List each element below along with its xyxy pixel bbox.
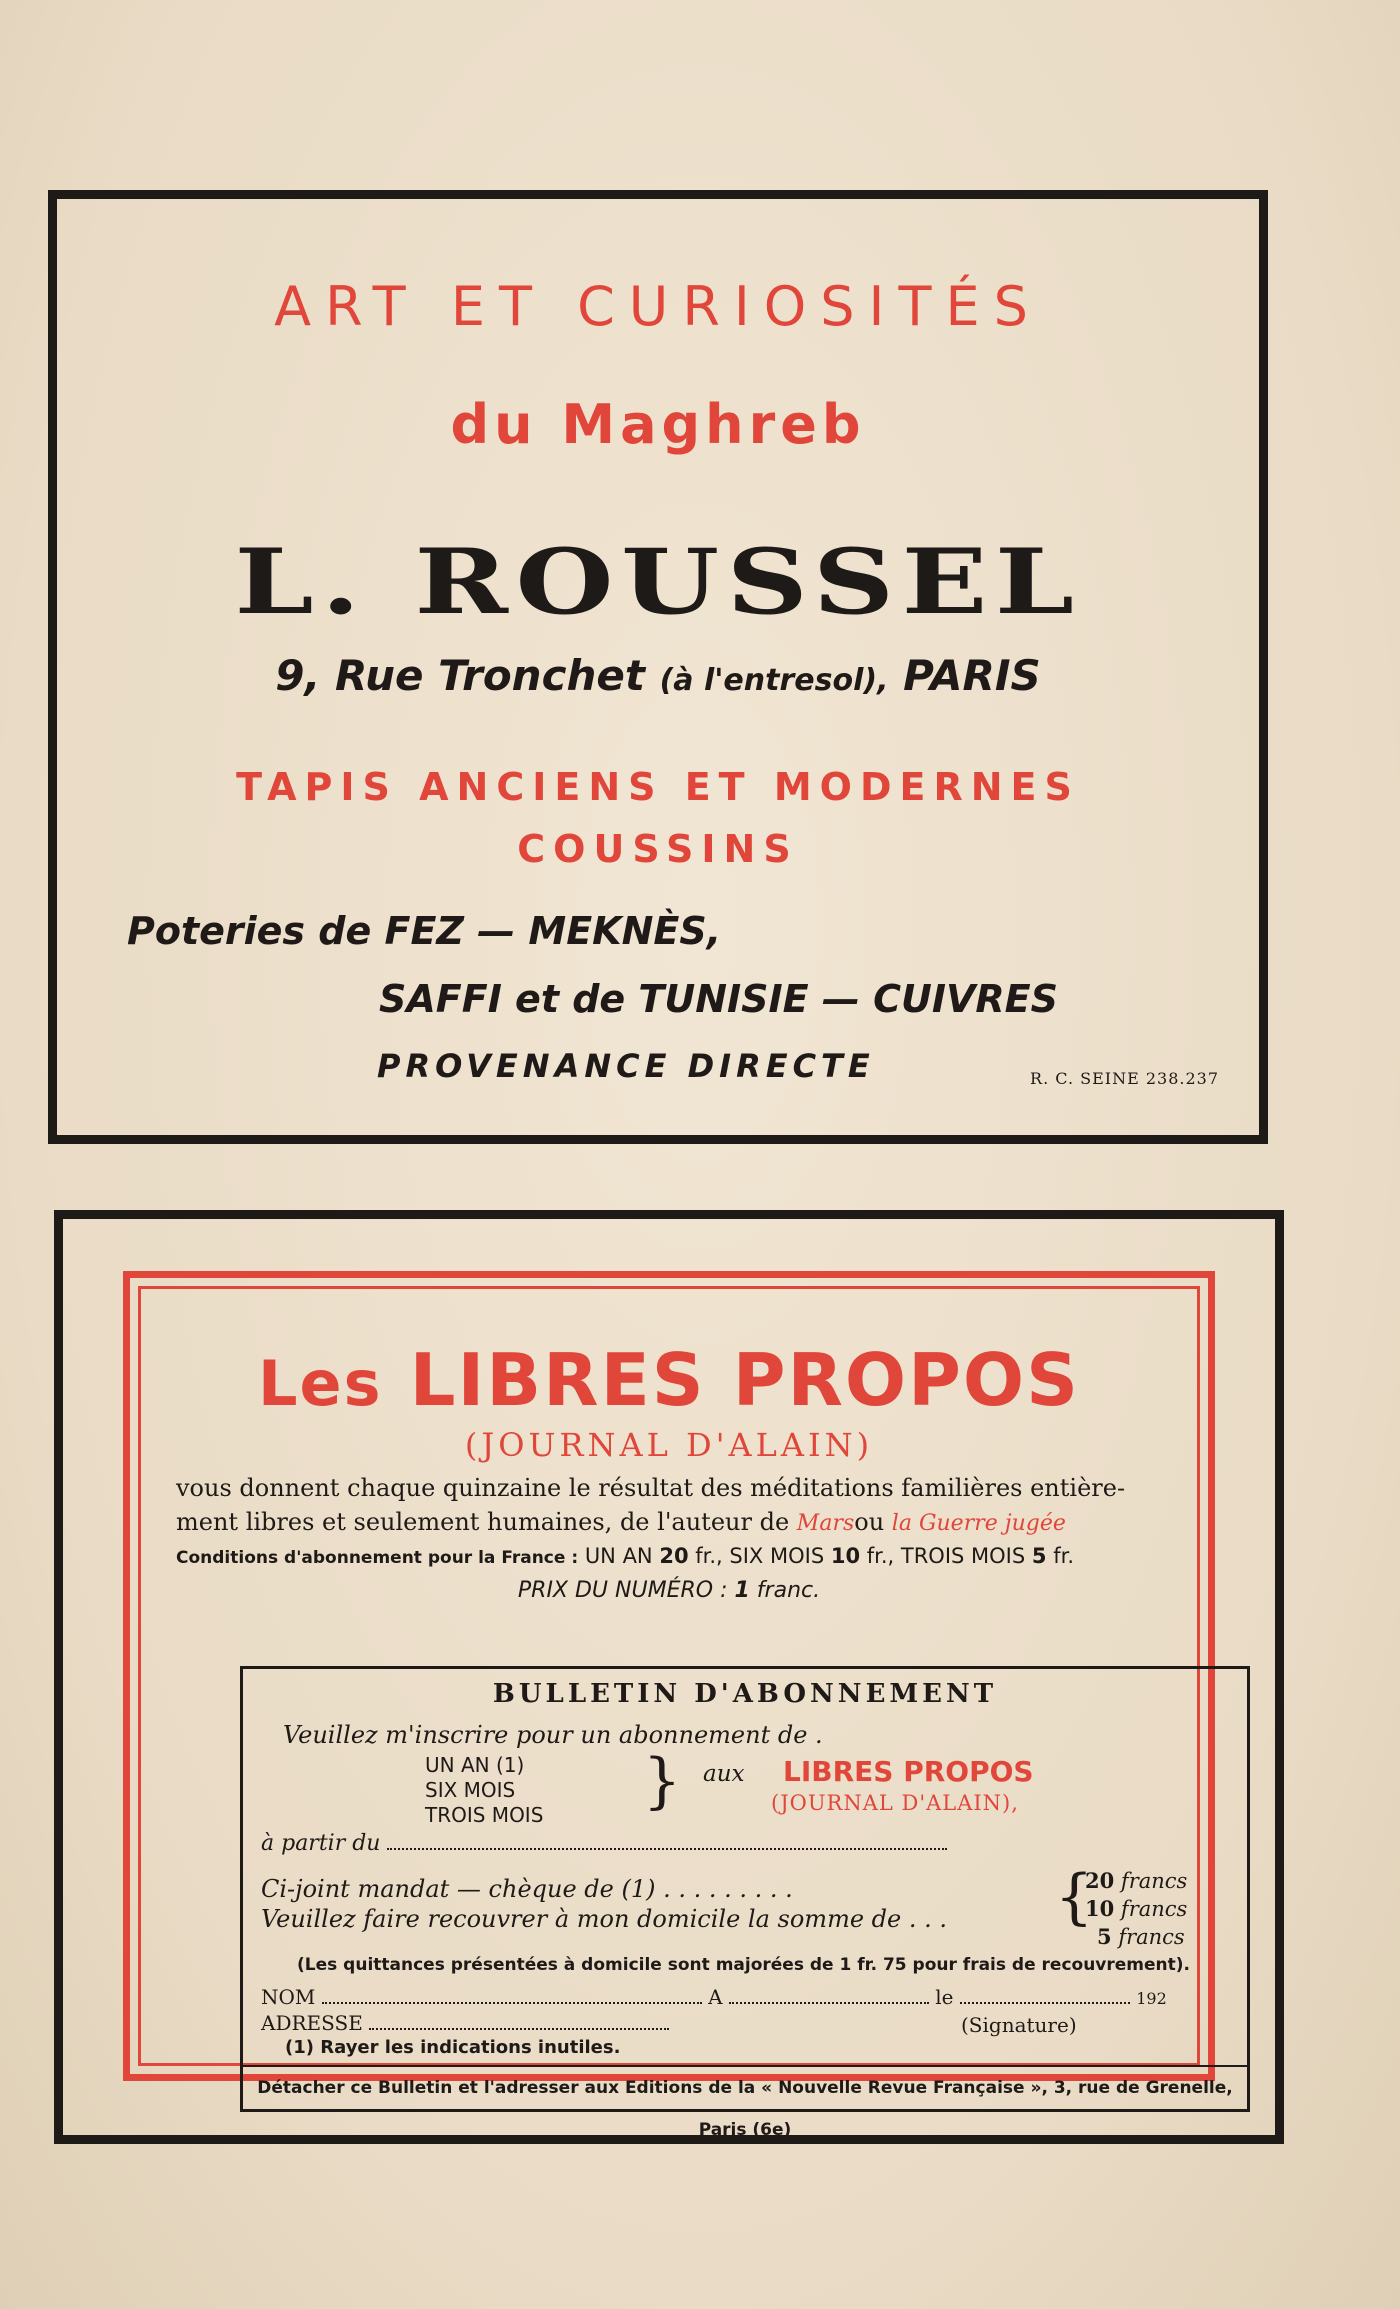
- prix-unit: franc.: [756, 1578, 821, 1603]
- price-brace-icon: {: [1055, 1862, 1094, 1932]
- price-5[interactable]: [1085, 1923, 1187, 1951]
- journal-subtitle: (JOURNAL D'ALAIN): [464, 1426, 874, 1464]
- signature-label: (Signature): [961, 2013, 1077, 2037]
- art-curiosites-heading: ART ET CURIOSITÉS: [274, 275, 1042, 338]
- start-date-label: à partir du: [261, 1831, 381, 1856]
- cond-an: UN AN: [584, 1544, 653, 1568]
- poteries-line: Poteries de FEZ — MEKNÈS,: [127, 909, 722, 953]
- issue-price: [130, 1578, 1208, 1603]
- desc-ou: ou: [854, 1508, 885, 1536]
- prix-label: PRIX DU NUMÉRO :: [517, 1578, 728, 1603]
- mandat-line: Ci-joint mandat — chèque de (1) . . . . . . . . .: [261, 1875, 793, 1903]
- duration-options: [425, 1753, 543, 1828]
- desc-mars: Mars: [796, 1511, 855, 1536]
- desc-text: ment libres et seulement humaines, de l'auteur de: [176, 1508, 790, 1536]
- bulletin-aux: aux: [703, 1761, 745, 1787]
- prix-value: 1: [734, 1578, 750, 1603]
- description-line-1: vous donnent chaque quinzaine le résultat des méditations familières entière-: [176, 1474, 1126, 1502]
- description-line-2: [176, 1508, 1168, 1536]
- rayer-note: (1) Rayer les indications inutiles.: [285, 2037, 621, 2058]
- a-field[interactable]: [729, 2002, 929, 2004]
- cond-trois-price: 5: [1031, 1544, 1047, 1568]
- nom-label: NOM: [261, 1985, 316, 2009]
- price-10-value: 10: [1085, 1896, 1115, 1921]
- option-un-an[interactable]: UN AN (1): [425, 1753, 525, 1777]
- cond-six-price: 10: [830, 1544, 861, 1568]
- cond-fr: fr.: [1053, 1544, 1074, 1568]
- title-main: LIBRES PROPOS: [409, 1338, 1080, 1422]
- start-date-row: [261, 1831, 947, 1856]
- bulletin-journal: (JOURNAL D'ALAIN),: [771, 1791, 1019, 1815]
- saffi-line: SAFFI et de TUNISIE — CUIVRES: [379, 977, 1058, 1021]
- address-entresol: (à l'entresol),: [659, 663, 889, 698]
- maghreb-heading: du Maghreb: [450, 393, 866, 456]
- price-20-value: 20: [1085, 1868, 1115, 1893]
- price-options: [1085, 1867, 1187, 1951]
- price-10[interactable]: [1085, 1895, 1187, 1923]
- provenance-line: PROVENANCE DIRECTE: [377, 1047, 875, 1085]
- cond-trois: fr., TROIS MOIS: [866, 1544, 1026, 1568]
- subscription-bulletin: [240, 1666, 1250, 2140]
- price-20-unit: francs: [1120, 1869, 1188, 1893]
- title-les: Les: [258, 1347, 383, 1420]
- adresse-label: ADRESSE: [261, 2011, 363, 2035]
- adresse-row: [261, 2011, 669, 2035]
- option-trois-mois[interactable]: TROIS MOIS: [425, 1803, 544, 1827]
- year-label: 192: [1136, 1989, 1167, 2008]
- adresse-field[interactable]: [369, 2028, 669, 2030]
- date-field[interactable]: [960, 2002, 1130, 2004]
- tapis-line: TAPIS ANCIENS ET MODERNES: [236, 765, 1080, 809]
- nom-field[interactable]: [322, 2002, 702, 2004]
- desc-guerre: la Guerre jugée: [891, 1511, 1066, 1536]
- libres-propos-title: [130, 1338, 1208, 1422]
- bulletin-title: BULLETIN D'ABONNEMENT: [492, 1679, 998, 1709]
- le-label: le: [935, 1985, 954, 2009]
- libres-propos-advertisement: [54, 1210, 1284, 2144]
- price-5-value: 5: [1097, 1924, 1112, 1949]
- price-5-unit: francs: [1118, 1925, 1185, 1949]
- roussel-advertisement: [48, 190, 1268, 1144]
- cond-label: Conditions d'abonnement pour la France :: [176, 1548, 579, 1568]
- roussel-name: L. ROUSSEL: [234, 529, 1082, 635]
- start-date-field[interactable]: [387, 1848, 947, 1850]
- price-10-unit: francs: [1120, 1897, 1188, 1921]
- red-frame: [123, 1271, 1233, 2140]
- bulletin-libres-propos: LIBRES PROPOS: [783, 1755, 1034, 1788]
- options-brace-icon: }: [643, 1746, 682, 1816]
- registry-number: R. C. SEINE 238.237: [1030, 1069, 1219, 1088]
- bulletin-request: Veuillez m'inscrire pour un abonnement de .: [283, 1721, 823, 1749]
- coussins-line: COUSSINS: [517, 827, 799, 871]
- price-20[interactable]: [1085, 1867, 1187, 1895]
- bulletin-footer: Détacher ce Bulletin et l'adresser aux Editions de la « Nouvelle Revue Française », 3, rue de Grenelle, Paris (6e): [243, 2065, 1247, 2109]
- cond-six: fr., SIX MOIS: [695, 1544, 825, 1568]
- a-label: A: [708, 1985, 723, 2009]
- option-six-mois[interactable]: SIX MOIS: [425, 1778, 516, 1802]
- recouvrer-line: Veuillez faire recouvrer à mon domicile la somme de . . .: [261, 1905, 947, 1933]
- address-city: PARIS: [903, 651, 1041, 700]
- nom-row: [261, 1985, 1167, 2009]
- subscription-conditions: [176, 1544, 1168, 1568]
- quittances-note: (Les quittances présentées à domicile sont majorées de 1 fr. 75 pour frais de recouvrement).: [297, 1955, 1190, 1975]
- address-street: 9, Rue Tronchet: [275, 651, 645, 700]
- roussel-address: [57, 651, 1259, 700]
- cond-an-price: 20: [659, 1544, 689, 1568]
